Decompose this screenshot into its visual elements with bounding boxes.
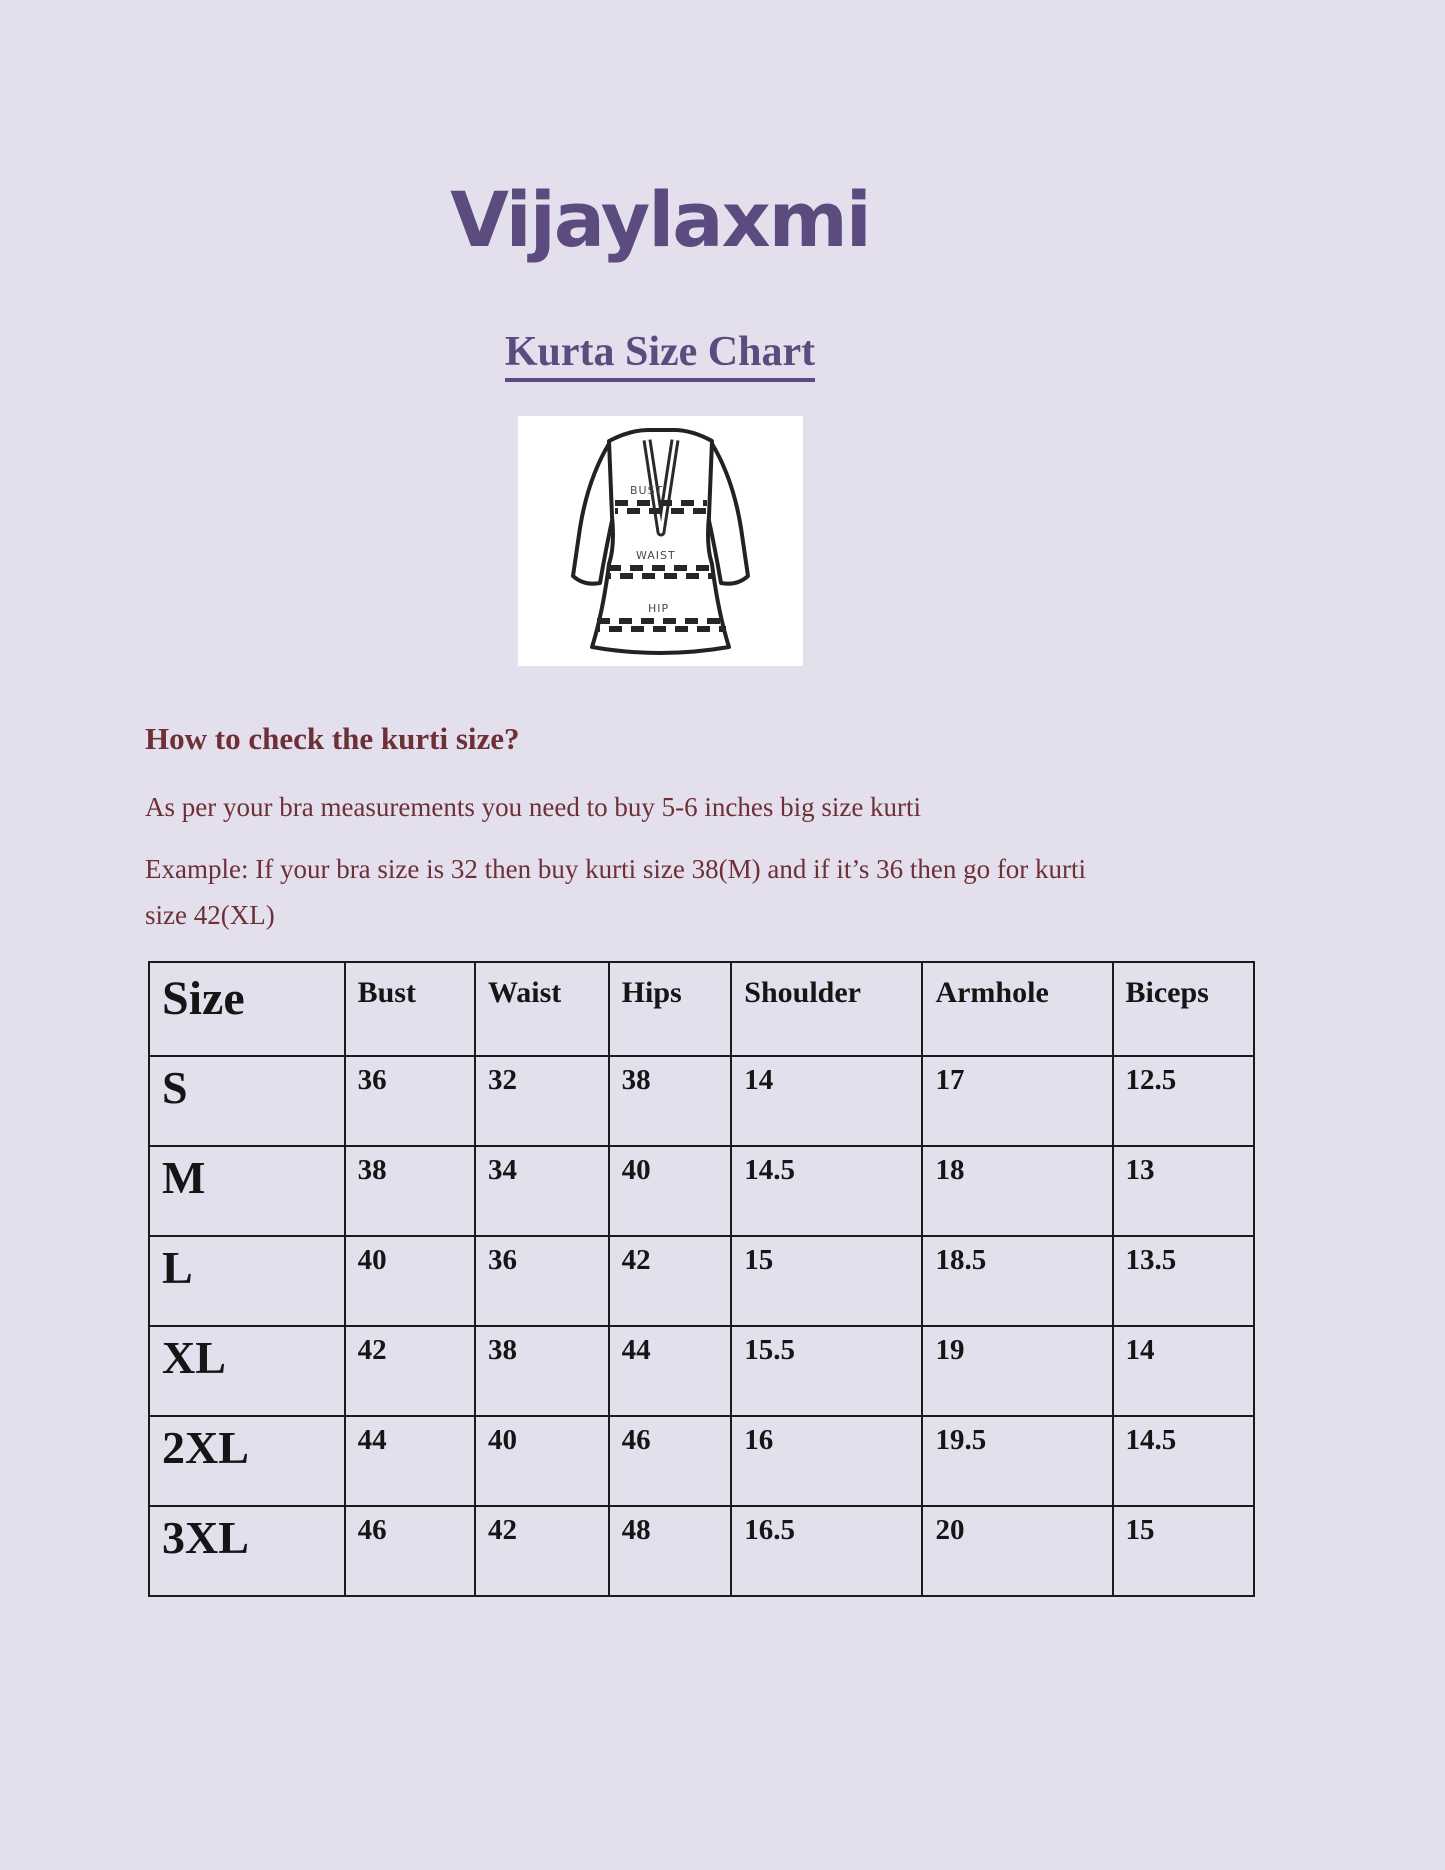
size-label: XL (149, 1326, 345, 1416)
size-row-3xl (149, 1506, 1254, 1596)
measurement-value: 34 (475, 1146, 609, 1236)
measurement-value: 13.5 (1113, 1236, 1255, 1326)
column-header-hips: Hips (609, 962, 732, 1056)
size-row-2xl (149, 1416, 1254, 1506)
measurement-value: 15.5 (731, 1326, 922, 1416)
measurement-value: 32 (475, 1056, 609, 1146)
measurement-value: 20 (922, 1506, 1112, 1596)
column-header-shoulder: Shoulder (731, 962, 922, 1056)
page-title-text: Kurta Size Chart (505, 329, 815, 382)
howto-heading: How to check the kurti size? (145, 720, 520, 756)
measurement-value: 16.5 (731, 1506, 922, 1596)
brand-logo: Vijaylaxmi (450, 175, 870, 264)
measurement-value: 38 (609, 1056, 732, 1146)
measurement-value: 44 (345, 1416, 475, 1506)
howto-paragraph-1: As per your bra measurements you need to buy 5-6 inches big size kurti (145, 791, 922, 822)
size-label: M (149, 1146, 345, 1236)
waist-label: WAIST (635, 548, 676, 562)
measurement-value: 48 (609, 1506, 732, 1596)
table-header-row (149, 962, 1254, 1056)
size-row-l (149, 1236, 1254, 1326)
measurement-value: 38 (475, 1326, 609, 1416)
hip-label: HIP (647, 601, 669, 615)
measurement-value: 42 (475, 1506, 609, 1596)
measurement-value: 18.5 (922, 1236, 1112, 1326)
measurement-value: 38 (345, 1146, 475, 1236)
column-header-size: Size (149, 962, 345, 1056)
measurement-value: 40 (475, 1416, 609, 1506)
page-title (145, 328, 1175, 376)
howto-paragraph-2: Example: If your bra size is 32 then buy kurti size 38(M) and if it’s 36 then go for kurti size 42(XL) (145, 853, 1087, 930)
measurement-value: 46 (345, 1506, 475, 1596)
kurta-left-sleeve (573, 442, 613, 584)
size-row-s (149, 1056, 1254, 1146)
kurta-right-sleeve (708, 442, 748, 584)
size-chart-table (148, 961, 1255, 1597)
measurement-value: 46 (609, 1416, 732, 1506)
measurement-value: 42 (345, 1326, 475, 1416)
measurement-value: 42 (609, 1236, 732, 1326)
size-label: S (149, 1056, 345, 1146)
measurement-value: 40 (345, 1236, 475, 1326)
size-label: 2XL (149, 1416, 345, 1506)
measurement-value: 19.5 (922, 1416, 1112, 1506)
bust-label: BUST (629, 483, 663, 497)
measurement-value: 16 (731, 1416, 922, 1506)
measurement-value: 13 (1113, 1146, 1255, 1236)
size-row-m (149, 1146, 1254, 1236)
column-header-waist: Waist (475, 962, 609, 1056)
kurta-measurement-figure (518, 416, 803, 666)
size-label: 3XL (149, 1506, 345, 1596)
column-header-bust: Bust (345, 962, 475, 1056)
measurement-value: 14.5 (1113, 1416, 1255, 1506)
column-header-biceps: Biceps (1113, 962, 1255, 1056)
measurement-value: 18 (922, 1146, 1112, 1236)
measurement-value: 15 (1113, 1506, 1255, 1596)
measurement-value: 19 (922, 1326, 1112, 1416)
measurement-value: 14 (731, 1056, 922, 1146)
measurement-value: 12.5 (1113, 1056, 1255, 1146)
measurement-value: 36 (475, 1236, 609, 1326)
measurement-value: 40 (609, 1146, 732, 1236)
header-block (145, 0, 1175, 671)
measurement-value: 44 (609, 1326, 732, 1416)
column-header-armhole: Armhole (922, 962, 1112, 1056)
kurta-diagram-image (518, 416, 803, 666)
measurement-value: 15 (731, 1236, 922, 1326)
measurement-value: 14.5 (731, 1146, 922, 1236)
size-row-xl (149, 1326, 1254, 1416)
measurement-value: 14 (1113, 1326, 1255, 1416)
measurement-value: 17 (922, 1056, 1112, 1146)
size-label: L (149, 1236, 345, 1326)
measurement-value: 36 (345, 1056, 475, 1146)
